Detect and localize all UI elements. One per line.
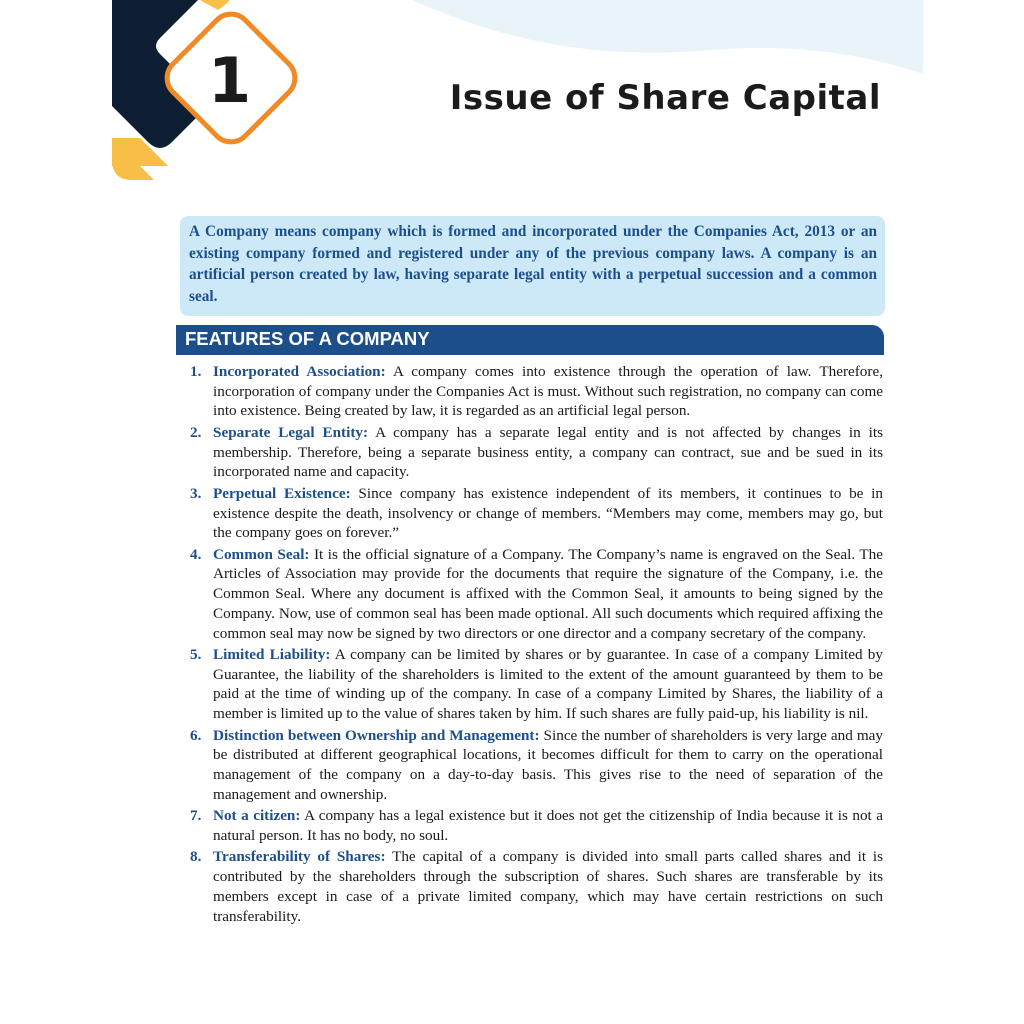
feature-item-separate-legal-entity (190, 423, 883, 482)
feature-number: 1. (190, 363, 202, 380)
feature-number: 5. (190, 646, 202, 664)
feature-item-limited-liability (190, 645, 883, 724)
feature-item-perpetual-existence (190, 484, 883, 543)
feature-item-transferability-of-shares (190, 847, 883, 926)
feature-term: Separate Legal Entity: (213, 423, 369, 441)
feature-text: A company has a separate legal entity and is not affected by changes in its membership. Therefore, being a separate business entity, a company can contract, sue and be sued in its incorporated name and capacity. (213, 423, 883, 481)
feature-text: A company has a legal existence but it does not get the citizenship of India because it is not a natural person. It has no body, no soul. (213, 807, 884, 844)
feature-number: 3. (190, 484, 202, 502)
features-list (190, 362, 883, 928)
feature-term: Incorporated Association: (213, 363, 386, 380)
feature-term: Common Seal: (213, 545, 310, 563)
feature-text: It is the official signature of a Company. The Company’s name is engraved on the Seal. The Articles of Association may provide for the documents that require the signature of the Company, i.e. the Common Seal. Where any document is affixed with the Common Seal, it amounts to being signed by the Company. Now, use of common seal has been made optional. All such documents which required affixing the common seal may now be signed by two directors or one director and a company secretary of the company. (213, 545, 883, 642)
chapter-badge (112, 0, 312, 185)
feature-text: A company comes into existence through the operation of law. Therefore, incorporation of company under the Companies Act is must. Without such registration, no company can come into existence. Being created by law, it is regarded as an artificial legal person. (213, 363, 883, 420)
feature-number: 6. (190, 726, 202, 744)
feature-text: A company can be limited by shares or by guarantee. In case of a company Limited by Guarantee, the liability of the shareholders is limited to the extent of the amount guaranteed by them to be paid at the time of winding up of the company. In case of a company Limited by Shares, the liability of a member is limited up to the value of shares taken by him. If such shares are fully paid-up, his liability is nil. (213, 646, 883, 723)
feature-number: 8. (190, 848, 202, 866)
feature-item-common-seal (190, 545, 883, 644)
feature-term: Transferability of Shares: (213, 848, 386, 866)
feature-term: Distinction between Ownership and Management: (213, 726, 540, 744)
feature-item-incorporated-association (190, 362, 883, 421)
feature-item-ownership-management (190, 726, 883, 805)
feature-number: 4. (190, 545, 202, 563)
chapter-title: Issue of Share Capital (449, 78, 881, 118)
feature-term: Perpetual Existence: (213, 484, 351, 502)
chapter-number: 1 (208, 44, 252, 117)
feature-number: 2. (190, 423, 202, 441)
features-section-heading: FEATURES OF A COMPANY (185, 328, 430, 349)
feature-text: Since the number of shareholders is very large and may be distributed at different geographical locations, it becomes difficult for them to carry on the operational management of the company on a day-to-day basis. This gives rise to the need of separation of the management and ownership. (213, 726, 884, 803)
definition-box (180, 216, 885, 316)
feature-item-not-a-citizen (190, 806, 883, 845)
feature-number: 7. (190, 807, 202, 825)
feature-text: The capital of a company is divided into small parts called shares and it is contributed by the shareholders through the subscription of shares. Such shares are transferable by its members except in case of a private limited company, which may have certain restrictions on such transferability. (213, 848, 883, 925)
feature-term: Not a citizen: (213, 807, 301, 825)
definition-text: A Company means company which is formed and incorporated under the Companies Act, 2013 or an existing company formed and registered under any of the previous company laws. A company is an artificial person created by law, having separate legal entity with a perpetual succession and a common seal. (189, 223, 877, 305)
textbook-page (112, 0, 923, 1024)
feature-term: Limited Liability: (213, 646, 331, 664)
features-section-header (176, 325, 884, 355)
feature-text: Since company has existence independent of its members, it continues to be in existence despite the death, insolvency or change of members. “Members may come, members may go, but the company goes on forever.” (213, 484, 883, 542)
